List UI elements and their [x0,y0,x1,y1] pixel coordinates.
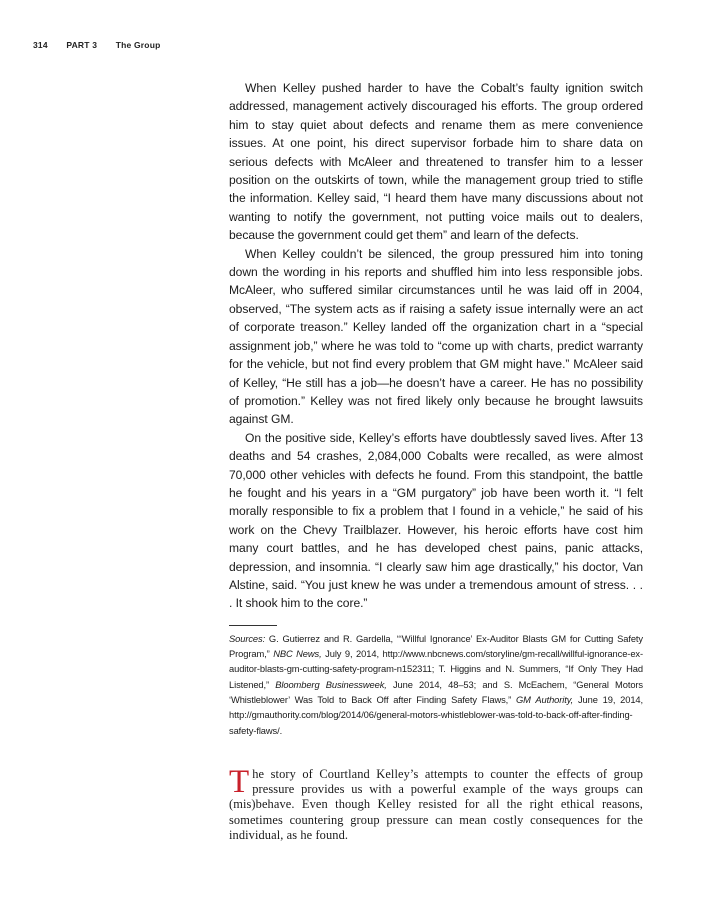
drop-cap: T [229,763,250,800]
sources-pub-1: NBC News, [273,649,322,660]
closing-paragraph [229,763,643,843]
body-paragraph-2: When Kelley couldn’t be silenced, the group pressured him into toning down the wording in his reports and shuffled him into less responsible jobs. McAleer, who suffered similar circumstances until he was laid off in 2004, observed, “The system acts as if raising a safety issue internally were an act of corporate treason.” Kelley landed off the organization chart in a “special assignment job,” where he was told to “come up with charts, predict warranty for the vehicle, but not find every problem that GM might have.” McAleer said of Kelley, “He still has a job—he doesn’t have a career. He has no possibility of promotion.” Kelley was not fired likely only because he brought lawsuits against GM. [229,246,643,427]
sources-text-3: June 2014, 48–53; and S. McEachem, “General Motors ‘Whistleblower’ Was Told to Back Off after Finding Safety Flaws,” [229,679,643,705]
part-label: PART 3 [66,40,98,50]
body-paragraph-1: When Kelley pushed harder to have the Cobalt’s faulty ignition switch addressed, management actively discouraged his efforts. The group ordered him to stay quiet about defects and rename them as mere convenience issues. At one point, his direct supervisor forbade him to share data on serious defects with McAleer and threatened to transfer him to a lesser position on the outskirts of town, while the management group tried to stifle the information. Kelley said, “I heard them have many discussions about not wanting to notify the government, not putting voice mails out to dealers, because the government could get them” and learn of the defects. [229,81,643,243]
sources-note [229,632,643,739]
sources-label: Sources: [229,633,266,644]
body-paragraph-3: On the positive side, Kelley’s efforts have doubtlessly saved lives. After 13 deaths and 54 crashes, 2,084,000 Cobalts were recalled, as were almost 70,000 other vehicles with defects he found. From this standpoint, the battle he fought and his years in a “GM purgatory” job have been worth it. “I felt morally responsible to fix a problem that I found in a vehicle,” he said of his work on the Chevy Trailblazer. However, his heroic efforts have cost him many court battles, and he has developed chest pains, panic attacks, depression, and insomnia. “I clearly saw him age drastically,” his doctor, Van Alstine, said. “You just knew he was under a tremendous amount of stress. . . . It shook him to the core.” [229,430,643,611]
page-number: 314 [33,40,48,50]
text-column [229,79,643,843]
footnote-rule [229,625,277,626]
sources-text-1: G. Gutierrez and R. Gardella, “‘Willful Ignorance’ Ex-Auditor Blasts GM for Cutting Safety Program,” [229,633,643,660]
sources-pub-3: GM Authority, [516,694,574,705]
sources-text-4: June 19, 2014, http://gmauthority.com/blog/2014/06/general-motors-whistleblower-was-told-to-back-off-after-finding-safety-flaws/. [229,694,644,736]
part-title: The Group [115,40,161,50]
closing-text: he story of Courtland Kelley’s attempts to counter the effects of group pressure provides us with a powerful example of the ways groups can (mis)behave. Even though Kelley resisted for all the right ethical reasons, sometimes countering group pressure can mean costly consequences for the individual, as he found. [229,766,643,843]
running-head [33,40,177,50]
sources-pub-2: Bloomberg Businessweek, [275,679,387,690]
sources-text-2: July 9, 2014, http://www.nbcnews.com/storyline/gm-recall/willful-ignorance-ex-auditor-blasts-gm-cutting-safety-program-n152311; T. Higgins and N. Summers, “If Only They Had Listened,” [229,649,643,690]
